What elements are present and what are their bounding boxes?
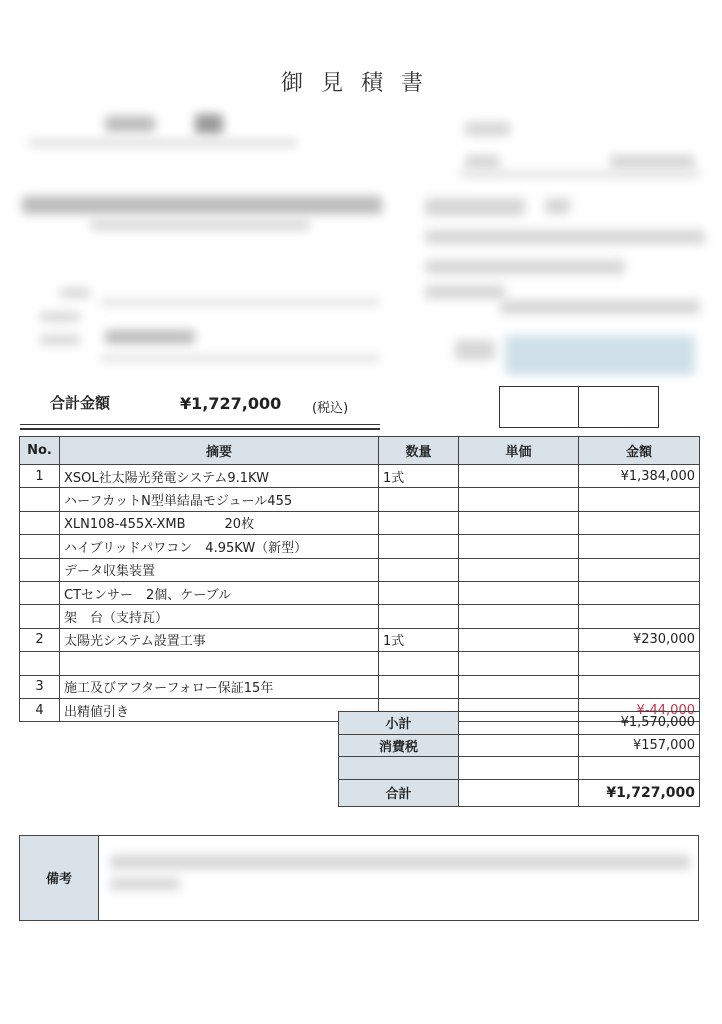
consumption-tax-label: 消費税 (339, 734, 459, 757)
cell-quantity (379, 535, 459, 558)
blank-summary-label (339, 757, 459, 780)
cell-description: XSOL社太陽光発電システム9.1KW (60, 465, 379, 488)
table-row (20, 605, 700, 628)
cell-quantity (379, 511, 459, 534)
header-quantity: 数量 (379, 437, 459, 465)
blank-summary-row (339, 757, 700, 780)
cell-no: 3 (20, 675, 60, 698)
table-row (20, 511, 700, 534)
table-row (20, 675, 700, 698)
cell-amount (579, 605, 700, 628)
blank-summary-empty-cell (459, 757, 579, 780)
cell-description: 出精値引き (60, 698, 379, 721)
grand-total-value: ¥1,727,000 (579, 779, 700, 806)
cell-amount: ¥1,384,000 (579, 465, 700, 488)
subtotal-label: 小計 (339, 712, 459, 735)
stamp-box (499, 386, 659, 428)
cell-no: 4 (20, 698, 60, 721)
cell-quantity (379, 652, 459, 675)
total-underline (20, 424, 380, 425)
cell-quantity (379, 605, 459, 628)
total-amount-label: 合計金額 (50, 394, 111, 412)
table-row (20, 581, 700, 604)
cell-unit-price (459, 535, 579, 558)
blank-summary-value (579, 757, 700, 780)
grand-total-empty-cell (459, 779, 579, 806)
cell-amount (579, 652, 700, 675)
cell-unit-price (459, 511, 579, 534)
table-row (20, 652, 700, 675)
tax-included-note: (税込) (312, 401, 349, 416)
cell-amount (579, 511, 700, 534)
cell-no (20, 558, 60, 581)
document-title: 御見積書 (280, 71, 441, 96)
cell-amount: ¥-44,000 (579, 698, 700, 721)
cell-amount (579, 558, 700, 581)
consumption-tax-row (339, 734, 700, 757)
table-row (20, 488, 700, 511)
cell-unit-price (459, 652, 579, 675)
cell-no (20, 581, 60, 604)
subtotal-value: ¥1,570,000 (579, 712, 700, 735)
grand-total-label: 合計 (339, 779, 459, 806)
subtotal-row (339, 712, 700, 735)
items-table (19, 436, 700, 722)
cell-description: CTセンサー 2個、ケーブル (60, 581, 379, 604)
cell-unit-price (459, 605, 579, 628)
header-no: No. (20, 437, 60, 465)
table-row (20, 535, 700, 558)
table-header-row (20, 437, 700, 465)
cell-quantity: 1式 (379, 628, 459, 651)
cell-no: 1 (20, 465, 60, 488)
cell-quantity (379, 488, 459, 511)
cell-description: XLN108-455X-XMB 20枚 (60, 511, 379, 534)
remarks-label: 備考 (45, 872, 72, 887)
cell-description: 架 台（支持瓦） (60, 605, 379, 628)
cell-no (20, 511, 60, 534)
header-unit-price: 単価 (459, 437, 579, 465)
cell-description: データ収集装置 (60, 558, 379, 581)
header-description: 摘要 (60, 437, 379, 465)
cell-description: 施工及びアフターフォロー保証15年 (60, 675, 379, 698)
cell-quantity (379, 558, 459, 581)
cell-unit-price (459, 488, 579, 511)
cell-no: 2 (20, 628, 60, 651)
cell-unit-price (459, 628, 579, 651)
grand-total-row (339, 779, 700, 806)
total-amount-value: ¥1,727,000 (180, 394, 282, 413)
stamp-box-divider (578, 386, 579, 428)
total-underline-double (20, 428, 380, 430)
cell-quantity (379, 675, 459, 698)
cell-unit-price (459, 581, 579, 604)
cell-description: ハイブリッドパワコン 4.95KW（新型） (60, 535, 379, 558)
header-amount: 金額 (579, 437, 700, 465)
table-row (20, 465, 700, 488)
cell-description: ハーフカットN型単結晶モジュール455 (60, 488, 379, 511)
cell-unit-price (459, 675, 579, 698)
cell-no (20, 605, 60, 628)
subtotal-empty-cell (459, 712, 579, 735)
cell-amount (579, 488, 700, 511)
consumption-tax-value: ¥157,000 (579, 734, 700, 757)
cell-amount (579, 675, 700, 698)
table-row (20, 628, 700, 651)
consumption-tax-empty-cell (459, 734, 579, 757)
cell-amount: ¥230,000 (579, 628, 700, 651)
cell-amount (579, 581, 700, 604)
cell-amount (579, 535, 700, 558)
table-row (20, 558, 700, 581)
table-body (20, 465, 700, 722)
cell-quantity: 1式 (379, 465, 459, 488)
cell-unit-price (459, 465, 579, 488)
cell-description: 太陽光システム設置工事 (60, 628, 379, 651)
cell-no (20, 535, 60, 558)
cell-quantity (379, 581, 459, 604)
cell-no (20, 488, 60, 511)
cell-description (60, 652, 379, 675)
cell-unit-price (459, 558, 579, 581)
summary-table (338, 711, 700, 807)
cell-no (20, 652, 60, 675)
